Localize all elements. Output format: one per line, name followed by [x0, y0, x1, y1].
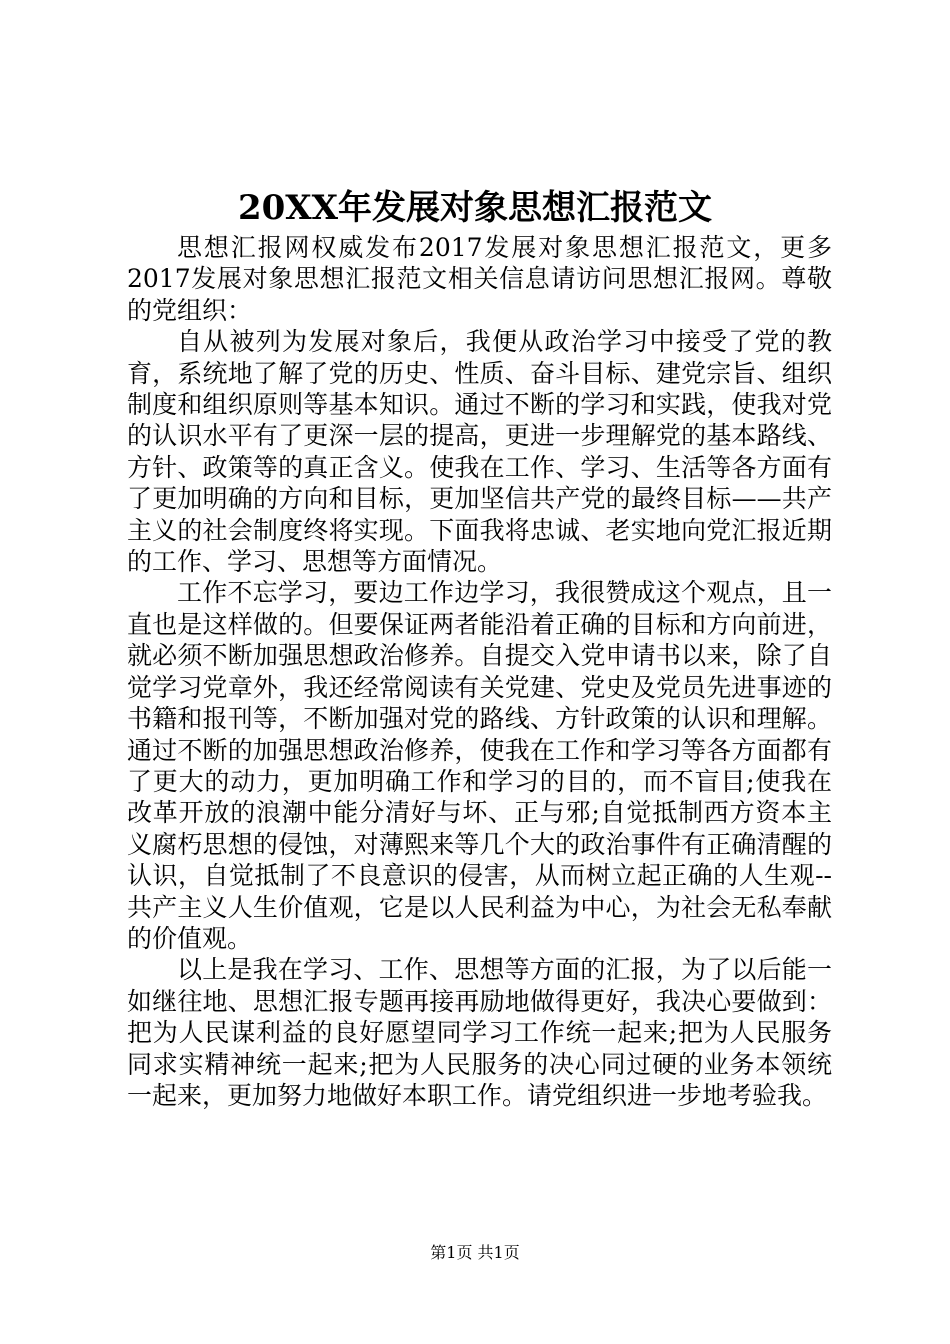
- paragraph-study: 工作不忘学习，要边工作边学习，我很赞成这个观点，且一直也是这样做的。但要保证两者能沿着正确的目标和方向前进，就必须不断加强思想政治修养。自提交入党申请书以来，除了自觉学习党章外，我还经常阅读有关党建、党史及党员先进事迹的书籍和报刊等，不断加强对党的路线、方针政策的认识和理解。通过不断的加强思想政治修养，使我在工作和学习等各方面都有了更大的动力，更加明确工作和学习的目的，而不盲目;使我在改革开放的浪潮中能分清好与坏、正与邪;自觉抵制西方资本主义腐朽思想的侵蚀，对薄熙来等几个大的政治事件有正确清醒的认识，自觉抵制了不良意识的侵害，从而树立起正确的人生观--共产主义人生价值观，它是以人民利益为中心，为社会无私奉献的价值观。: [127, 578, 832, 953]
- page-number-footer: 第1页 共1页: [430, 1243, 520, 1262]
- paragraph-education: 自从被列为发展对象后，我便从政治学习中接受了党的教育，系统地了解了党的历史、性质、奋斗目标、建党宗旨、组织制度和组织原则等基本知识。通过不断的学习和实践，使我对党的认识水平有了更深一层的提高，更进一步理解党的基本路线、方针、政策等的真正含义。使我在工作、学习、生活等各方面有了更加明确的方向和目标，更加坚信共产党的最终目标——共产主义的社会制度终将实现。下面我将忠诚、老实地向党汇报近期的工作、学习、思想等方面情况。: [127, 327, 832, 577]
- document-title: 20XX年发展对象思想汇报范文: [237, 188, 713, 228]
- paragraph-intro: 思想汇报网权威发布2017发展对象思想汇报范文，更多2017发展对象思想汇报范文相关信息请访问思想汇报网。尊敬的党组织：: [127, 233, 832, 325]
- paragraph-conclusion: 以上是我在学习、工作、思想等方面的汇报，为了以后能一如继往地、思想汇报专题再接再励地做得更好，我决心要做到：把为人民谋利益的良好愿望同学习工作统一起来;把为人民服务同求实精神统一起来;把为人民服务的决心同过硬的业务本领统一起来，更加努力地做好本职工作。请党组织进一步地考验我。: [127, 955, 832, 1110]
- document-body: [127, 232, 832, 1111]
